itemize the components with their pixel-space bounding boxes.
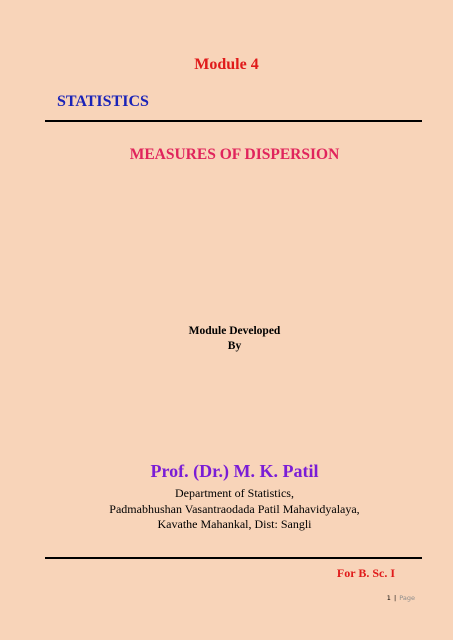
author-name: Prof. (Dr.) M. K. Patil <box>150 461 319 481</box>
page-number: 1 <box>386 594 391 602</box>
bottom-divider <box>45 557 422 559</box>
developed-by-block <box>0 324 453 354</box>
course-level: For B. Sc. I <box>336 566 395 580</box>
department-line: Department of Statistics, <box>175 486 294 500</box>
college-line: Padmabhushan Vasantraodada Patil Mahavidyalaya, <box>109 501 360 516</box>
developed-line: Module Developed <box>188 325 281 337</box>
subject-heading: STATISTICS <box>57 93 149 110</box>
module-title: Module 4 <box>194 56 259 73</box>
top-divider <box>45 120 422 122</box>
by-line: By <box>227 340 242 352</box>
page-footer <box>387 594 415 602</box>
affiliation-block <box>0 486 453 533</box>
page-separator: | <box>393 594 397 602</box>
chapter-title: MEASURES OF DISPERSION <box>129 146 340 163</box>
page-label: Page <box>399 594 415 602</box>
location-line: Kavathe Mahankal, Dist: Sangli <box>157 517 312 531</box>
